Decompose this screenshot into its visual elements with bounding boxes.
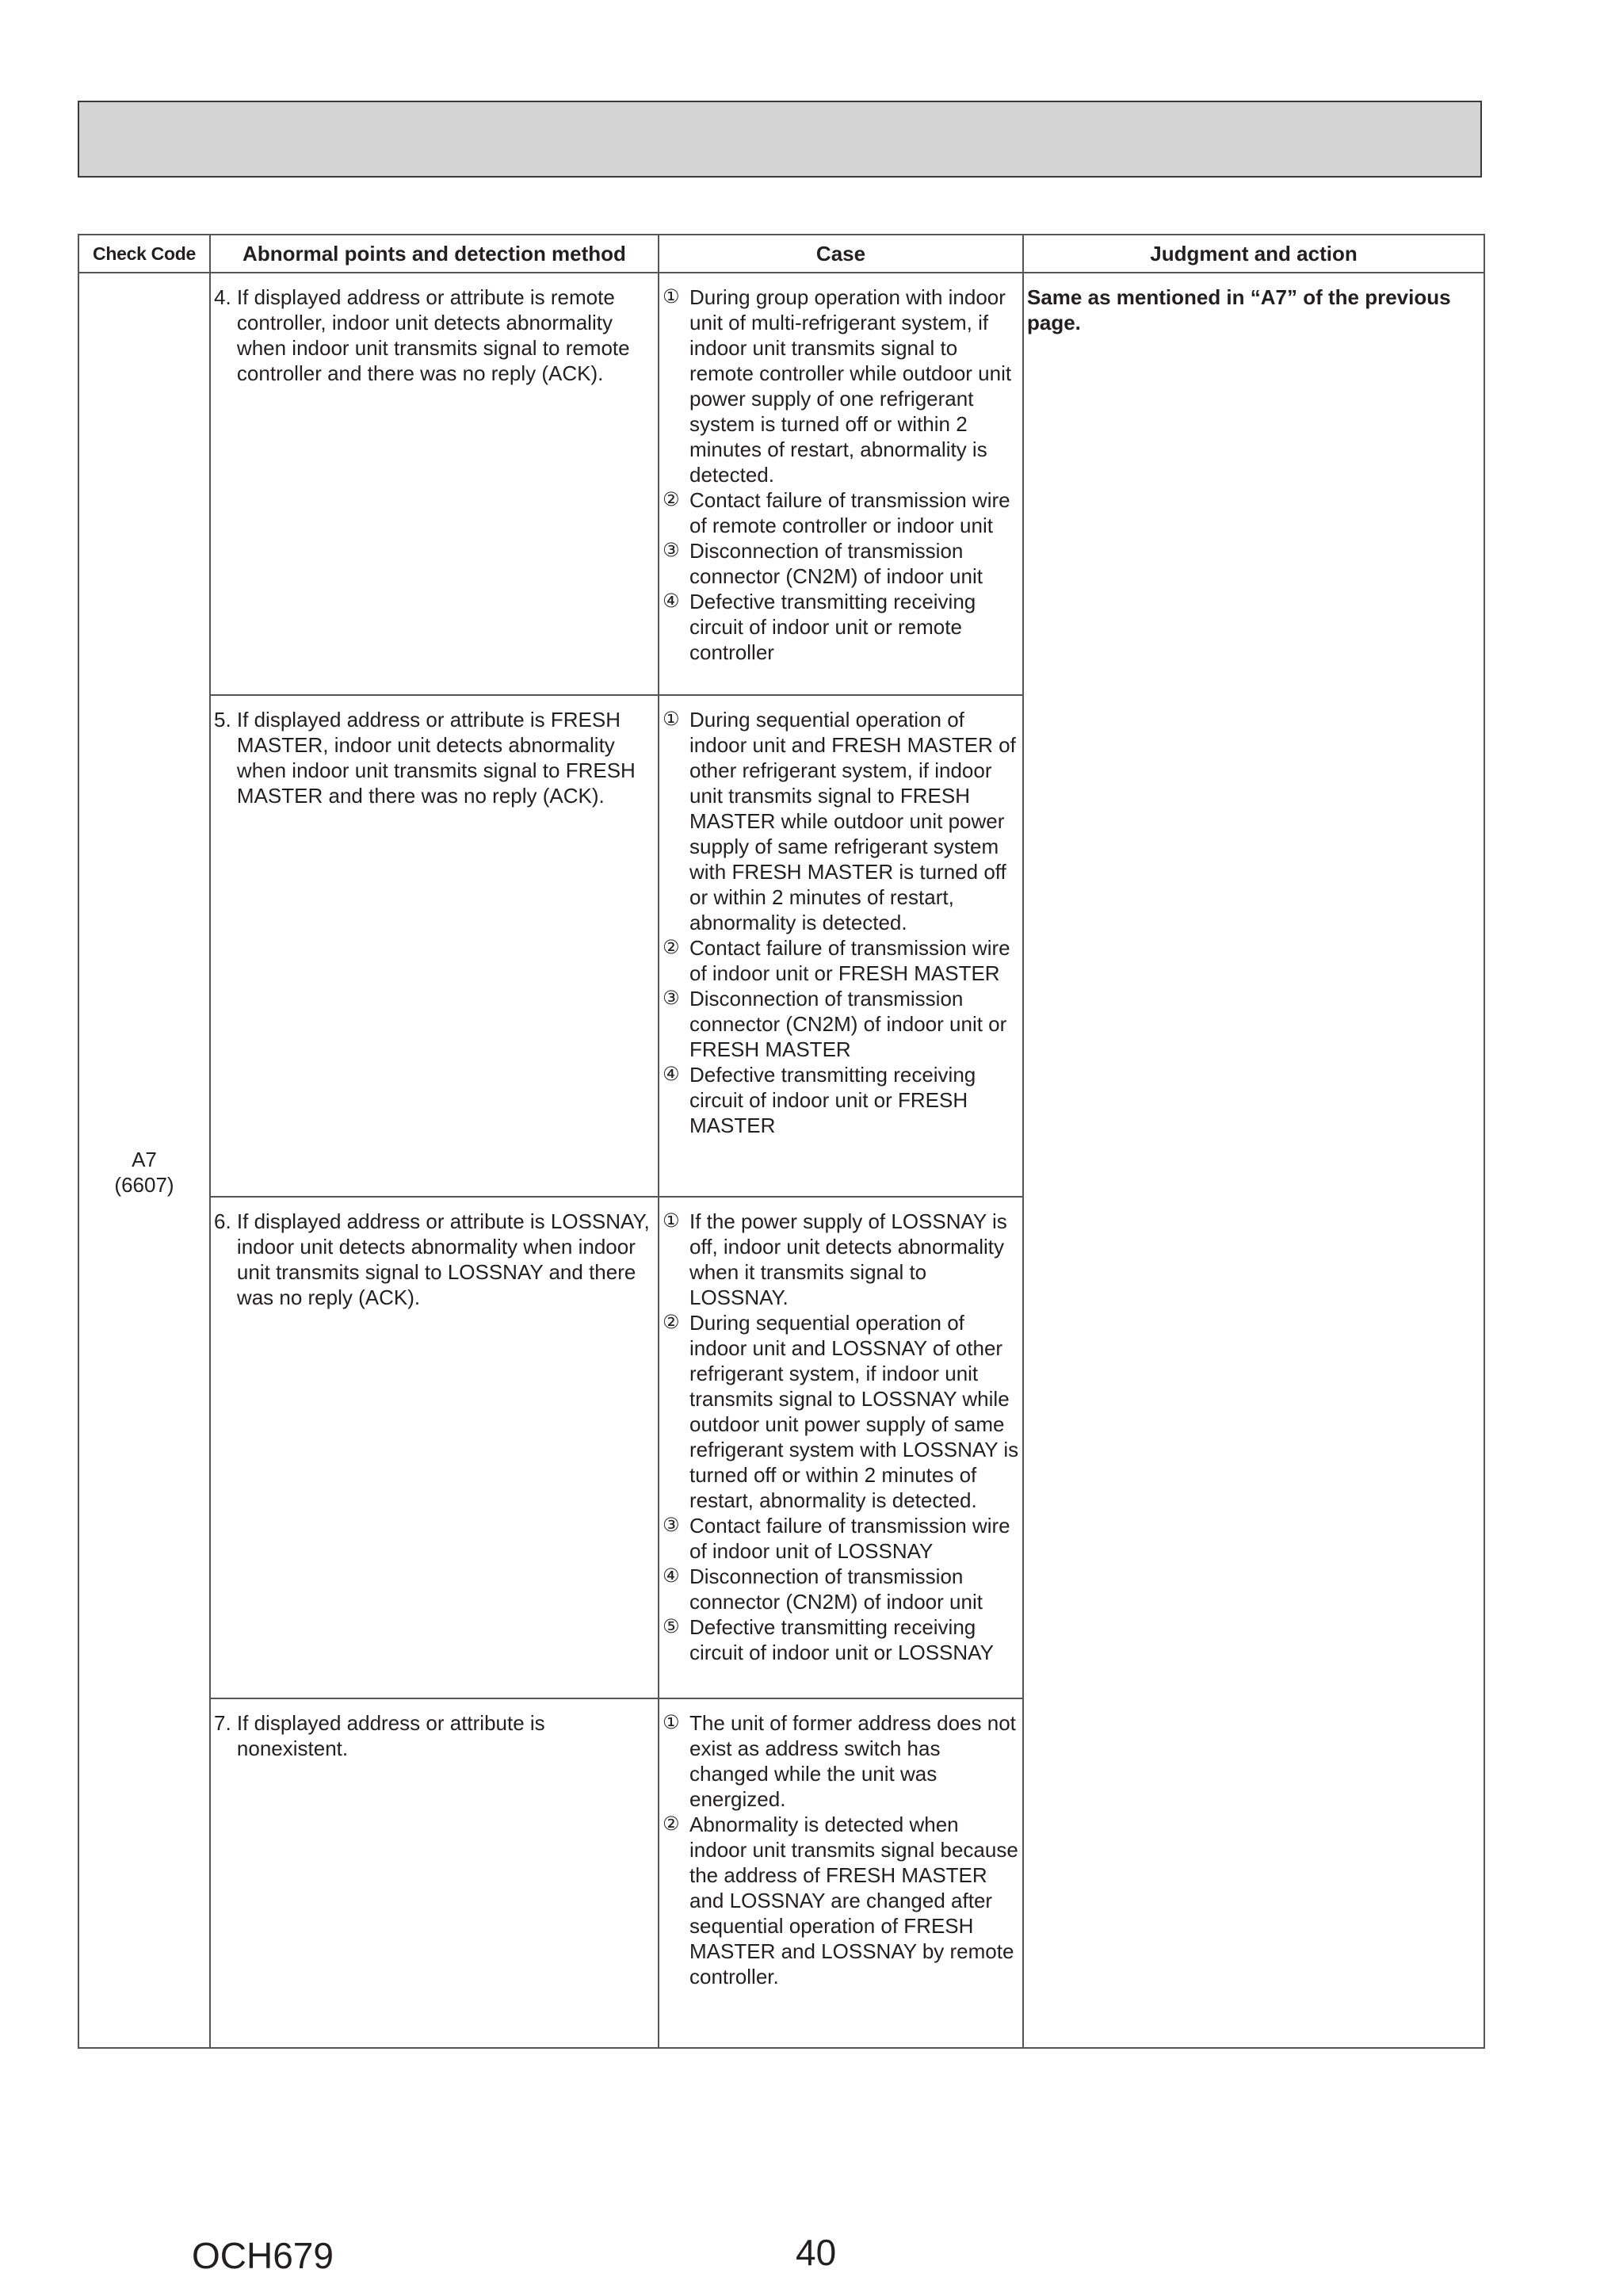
case-marker: ② [663,489,680,510]
abnormal-text: If displayed address or attribute is FRESH MASTER, indoor unit detects abnormality when indoor unit transmits signal to FRESH MASTER and there was no reply (ACK). [236,708,636,808]
case-marker: ③ [663,540,680,561]
case-cell [659,273,1023,695]
case-text: Disconnection of transmission connector (CN2M) of indoor unit [689,539,983,588]
case-item [663,1513,1021,1564]
case-cell [659,1197,1023,1698]
abnormal-cell [210,695,659,1197]
case-item [663,1209,1021,1310]
case-text: During sequential operation of indoor unit and FRESH MASTER of other refrigerant system, if indoor unit transmits signal to FRESH MASTER while outdoor unit power supply of same refrigerant system with FRESH MASTER is turned off or within 2 minutes of restart, abnormality is detected. [689,708,1016,935]
case-marker: ③ [663,1515,680,1537]
case-item [663,1710,1021,1812]
troubleshooting-table [78,234,1485,2049]
check-code: A7 [132,1147,157,1171]
judgment-text: Same as mentioned in “A7” of the previous page. [1027,285,1451,334]
case-text: Abnormality is detected when indoor unit transmits signal because the address of FRESH MASTER and LOSSNAY are changed after sequential operation of FRESH MASTER and LOSSNAY by remote controller. [689,1812,1018,1988]
case-marker: ⑤ [663,1616,680,1638]
table-row [78,273,1484,695]
case-text: Defective transmitting receiving circuit of indoor unit or LOSSNAY [689,1615,994,1665]
case-marker: ① [663,1210,680,1232]
case-item [663,1310,1021,1513]
case-item [663,1062,1021,1138]
item-number: 7. [214,1710,237,1735]
case-item [663,487,1021,538]
abnormal-text: If displayed address or attribute is remote controller, indoor unit detects abnormality when indoor unit transmits signal to remote controller and there was no reply (ACK). [236,285,630,385]
model-code: OCH679 [192,2235,334,2276]
case-text: Disconnection of transmission connector (CN2M) of indoor unit [689,1564,983,1614]
case-text: Contact failure of transmission wire of indoor unit of LOSSNAY [689,1514,1010,1564]
item-number: 5. [214,708,237,732]
case-cell [659,695,1023,1197]
abnormal-cell [210,273,659,695]
case-marker: ② [663,1312,680,1334]
case-item [663,538,1021,589]
case-text: During group operation with indoor unit of multi-refrigerant system, if indoor unit transmits signal to remote controller while outdoor unit power supply of one refrigerant system is turned off or within 2 minutes of restart, abnormality is detected. [689,285,1012,487]
abnormal-cell [210,1698,659,2048]
case-marker: ① [663,286,680,308]
case-cell [659,1698,1023,2048]
case-item [663,707,1021,935]
case-text: During sequential operation of indoor unit and LOSSNAY of other refrigerant system, if indoor unit transmits signal to LOSSNAY while outdoor unit power supply of same refrigerant system with LOSSNAY is turned off or within 2 minutes of restart, abnormality is detected. [689,1311,1019,1513]
case-item [663,1614,1021,1665]
judgment-cell [1023,273,1484,2048]
case-text: If the power supply of LOSSNAY is off, indoor unit detects abnormality when it transmits signal to LOSSNAY. [689,1209,1007,1310]
case-marker: ③ [663,988,680,1010]
case-marker: ④ [663,1565,680,1587]
abnormal-text: If displayed address or attribute is LOSSNAY, indoor unit detects abnormality when indoor unit transmits signal to LOSSNAY and there was no reply (ACK). [236,1209,650,1310]
header-case: Case [659,235,1023,273]
case-marker: ② [663,1813,680,1835]
case-marker: ④ [663,1064,680,1086]
case-text: Defective transmitting receiving circuit of indoor unit or FRESH MASTER [689,1063,976,1138]
case-item [663,986,1021,1062]
case-marker: ② [663,937,680,959]
check-code-detail: (6607) [114,1172,174,1197]
abnormal-text: If displayed address or attribute is nonexistent. [236,1710,545,1760]
abnormal-cell [210,1197,659,1698]
item-number: 4. [214,285,237,309]
table-header-row [78,235,1484,273]
case-text: The unit of former address does not exist as address switch has changed while the unit was energized. [689,1710,1016,1811]
case-item [663,1564,1021,1614]
page-number: 40 [796,2232,837,2273]
item-number: 6. [214,1209,237,1234]
case-item [663,1812,1021,1989]
case-item [663,935,1021,986]
case-text: Contact failure of transmission wire of remote controller or indoor unit [689,488,1010,537]
case-text: Defective transmitting receiving circuit of indoor unit or remote controller [689,590,976,664]
header-banner [78,101,1482,178]
case-item [663,285,1021,487]
case-marker: ① [663,709,680,731]
header-abnormal-points: Abnormal points and detection method [210,235,659,273]
case-text: Contact failure of transmission wire of indoor unit or FRESH MASTER [689,936,1010,986]
case-marker: ① [663,1711,680,1733]
case-item [663,589,1021,665]
case-text: Disconnection of transmission connector (CN2M) of indoor unit or FRESH MASTER [689,987,1007,1062]
header-judgment: Judgment and action [1023,235,1484,273]
header-check-code: Check Code [78,235,210,273]
case-marker: ④ [663,590,680,612]
check-code-cell [78,273,210,2048]
